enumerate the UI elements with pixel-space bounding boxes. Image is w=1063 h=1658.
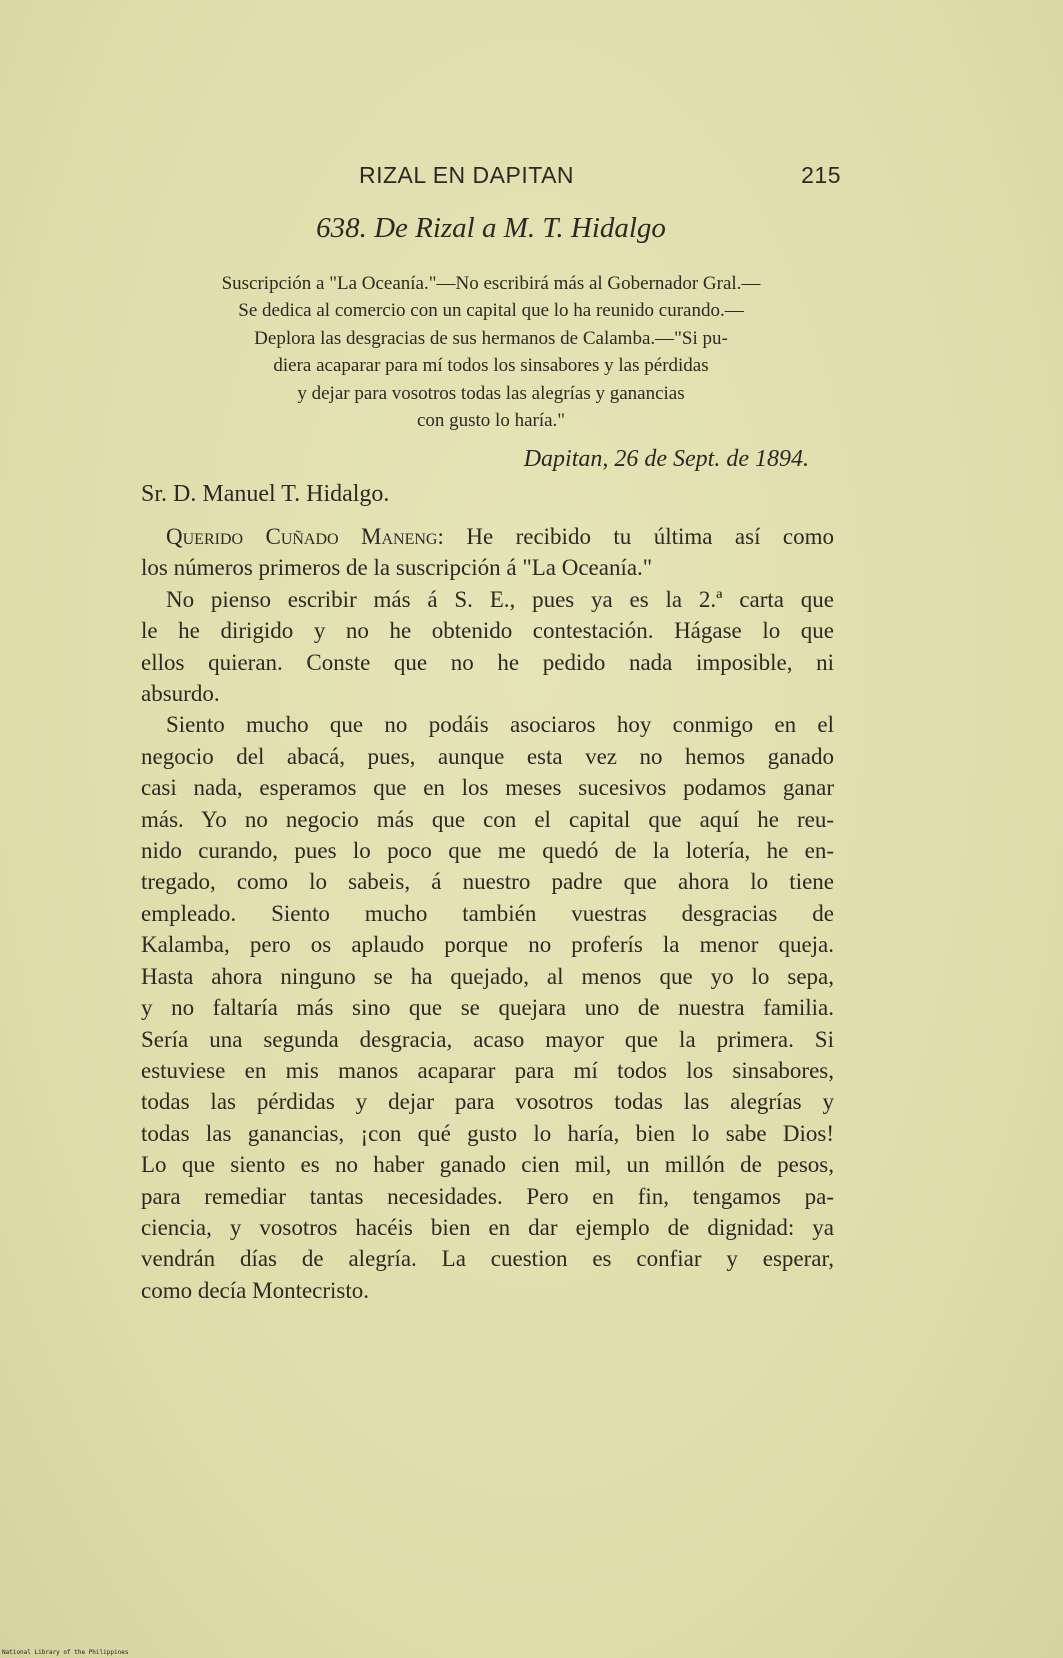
running-title: RIZAL EN DAPITAN	[359, 162, 575, 188]
running-head	[141, 162, 841, 192]
body-line: Lo que siento es no haber ganado cien mil, un millón de pesos,	[141, 1152, 834, 1178]
body-line: Kalamba, pero os aplaudo porque no proferís la menor queja.	[141, 932, 834, 958]
letter-summary	[141, 270, 841, 434]
body-line: negocio del abacá, pues, aunque esta vez no hemos ganado	[141, 743, 834, 769]
body-line: todas las ganancias, ¡con qué gusto lo haría, bien lo sabe Dios!	[141, 1120, 834, 1146]
body-line: ellos quieran. Conste que no he pedido nada imposible, ni	[141, 649, 834, 675]
paragraph	[141, 521, 834, 584]
letter-body	[141, 521, 834, 1306]
summary-line: y dejar para vosotros todas las alegrías y ganancias	[297, 382, 685, 404]
body-line: Siento mucho que no podáis asociaros hoy conmigo en el	[166, 712, 834, 738]
body-line: estuviese en mis manos acaparar para mí todos los sinsabores,	[141, 1057, 834, 1083]
summary-line: con gusto lo haría."	[416, 410, 566, 432]
body-line: vendrán días de alegría. La cuestion es confiar y esperar,	[141, 1246, 834, 1272]
summary-line: Se dedica al comercio con un capital que lo ha reunido curando.—	[238, 300, 744, 322]
body-line: y no faltaría más sino que se quejara uno de nuestra familia.	[141, 995, 834, 1021]
summary-line: Suscripción a "La Oceanía."—No escribirá más al Gobernador Gral.—	[221, 273, 761, 294]
body-line: los números primeros de la suscripción á "La Oceanía."	[141, 555, 653, 581]
addressee: Sr. D. Manuel T. Hidalgo.	[141, 481, 390, 507]
body-line: para remediar tantas necesidades. Pero en fin, tengamos pa-	[141, 1183, 834, 1209]
summary-line: diera acaparar para mí todos los sinsabores y las pérdidas	[273, 355, 709, 377]
body-line: absurdo.	[141, 681, 220, 707]
page-number: 215	[801, 162, 841, 188]
body-line: le he dirigido y no he obtenido contestación. Hágase lo que	[141, 618, 834, 644]
summary-line: Deplora las desgracias de sus hermanos de Calamba.—"Si pu-	[254, 327, 728, 349]
body-line: He recibido tu última así como	[466, 524, 835, 549]
body-line: Sería una segunda desgracia, acaso mayor que la primera. Si	[141, 1026, 834, 1052]
body-line: más. Yo no negocio más que con el capital que aquí he reu-	[141, 806, 834, 832]
paragraph	[141, 584, 834, 710]
body-line: tregado, como lo sabeis, á nuestro padre que ahora lo tiene	[141, 869, 834, 895]
body-line: No pienso escribir más á S. E., pues ya es la 2.ª carta que	[166, 586, 834, 612]
body-line: todas las pérdidas y dejar para vosotros todas las alegrías y	[141, 1089, 834, 1115]
body-line: Hasta ahora ninguno se ha quejado, al menos que yo lo sepa,	[141, 963, 834, 989]
body-line: nido curando, pues lo poco que me quedó de la lotería, he en-	[141, 838, 834, 864]
dateline: Dapitan, 26 de Sept. de 1894.	[523, 446, 809, 472]
letter-title: 638. De Rizal a M. T. Hidalgo	[316, 212, 666, 244]
paragraph	[141, 709, 834, 1306]
salutation: Querido Cuñado Maneng:	[166, 524, 444, 549]
body-line: ciencia, y vosotros hacéis bien en dar ejemplo de dignidad: ya	[141, 1214, 834, 1240]
body-line: casi nada, esperamos que en los meses sucesivos podamos ganar	[141, 775, 834, 801]
body-line: empleado. Siento mucho también vuestras desgracias de	[141, 900, 834, 926]
body-line: como decía Montecristo.	[141, 1277, 370, 1303]
footer-credit: National Library of the Philippines	[2, 1649, 129, 1656]
